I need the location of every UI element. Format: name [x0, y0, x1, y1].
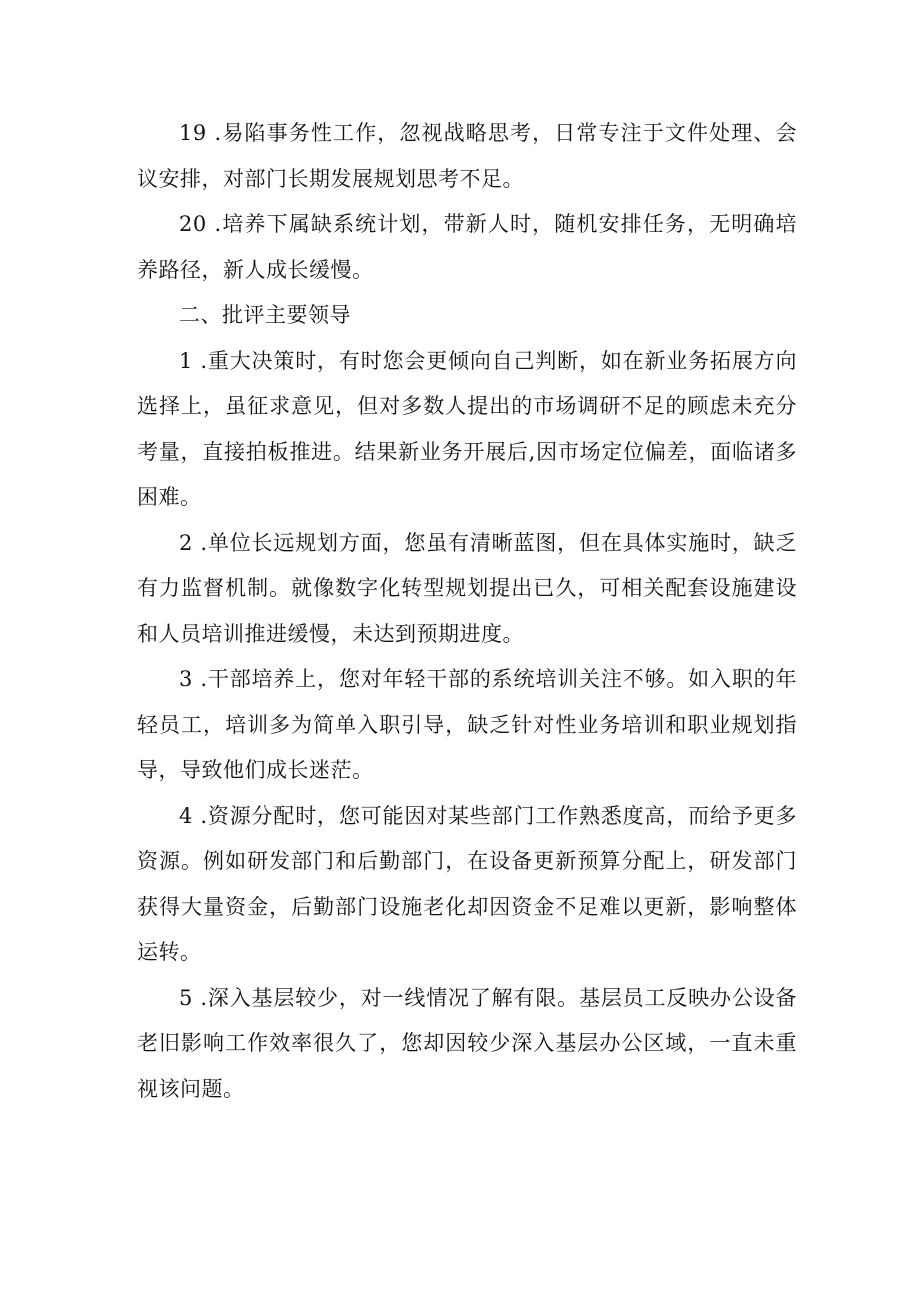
paragraph-20: 20 .培养下属缺系统计划，带新人时，随机安排任务，无明确培养路径，新人成长缓慢。: [137, 212, 797, 282]
document-body: [137, 111, 797, 1112]
criticism-item-3: 3 .干部培养上，您对年轻干部的系统培训关注不够。如入职的年轻员工，培训多为简单入职引导，缺乏针对性业务培训和职业规划指导，导致他们成长迷茫。: [137, 667, 797, 782]
paragraph-19: 19 .易陷事务性工作，忽视战略思考，日常专注于文件处理、会议安排，对部门长期发展规划思考不足。: [137, 121, 797, 191]
criticism-item-5: 5 .深入基层较少，对一线情况了解有限。基层员工反映办公设备老旧影响工作效率很久了，您却因较少深入基层办公区域，一直未重视该问题。: [137, 985, 797, 1101]
criticism-item-1: 1 .重大决策时，有时您会更倾向自己判断，如在新业务拓展方向选择上，虽征求意见，但对多数人提出的市场调研不足的顾虑未充分考量，直接拍板推进。结果新业务开展后,因市场定位偏差，面临诸多困难。: [137, 348, 797, 509]
criticism-item-2: 2 .单位长远规划方面，您虽有清晰蓝图，但在具体实施时，缺乏有力监督机制。就像数字化转型规划提出已久，可相关配套设施建设和人员培训推进缓慢，未达到预期进度。: [137, 530, 797, 646]
section-heading-criticize-leader: 二、批评主要领导: [179, 303, 351, 327]
criticism-item-4: 4 .资源分配时，您可能因对某些部门工作熟悉度高，而给予更多资源。例如研发部门和后勤部门，在设备更新预算分配上，研发部门获得大量资金，后勤部门设施老化却因资金不足难以更新，影响整体运转。: [137, 803, 797, 964]
